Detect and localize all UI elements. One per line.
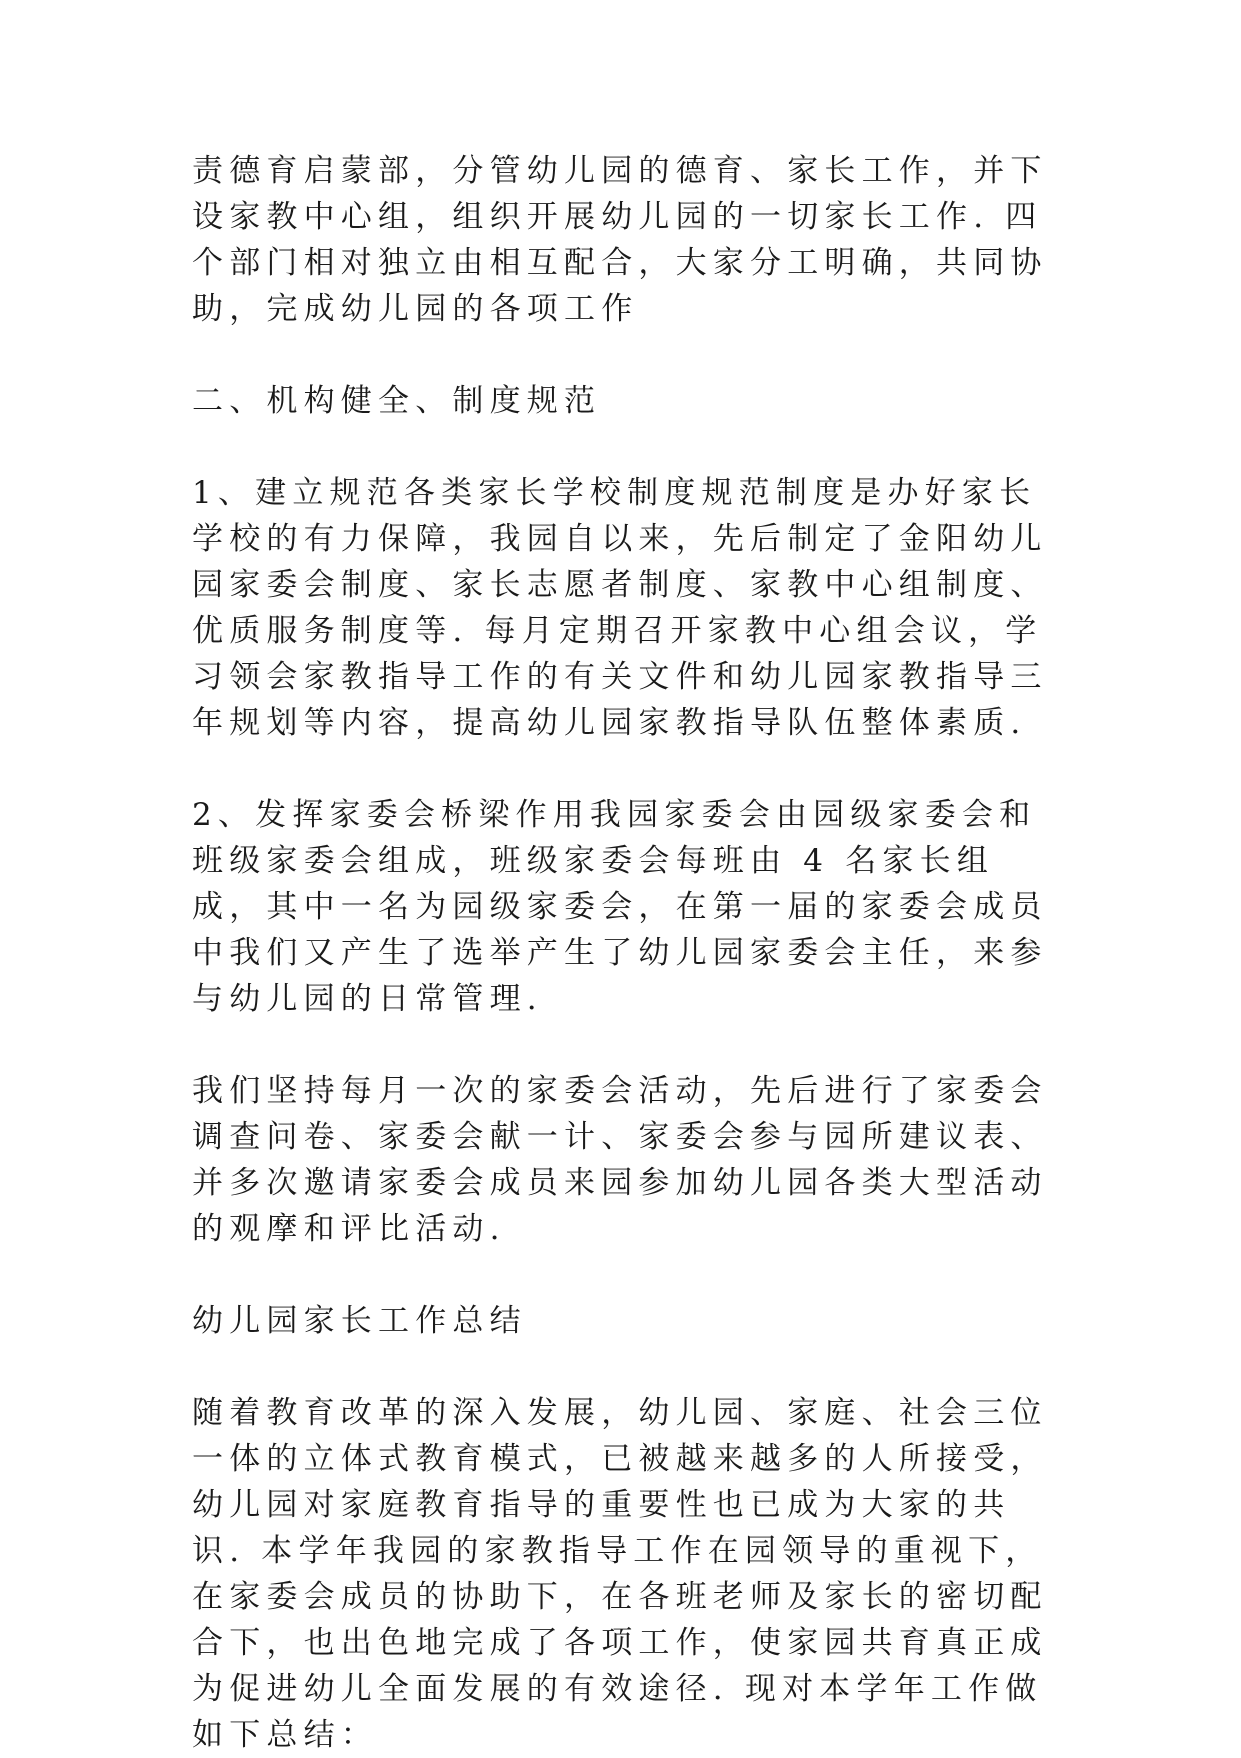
- paragraph-committee-activities: 我们坚持每月一次的家委会活动，先后进行了家委会调查问卷、家委会献一计、家委会参与园所建议表、并多次邀请家委会成员来园参加幼儿园各类大型活动的观摩和评比活动.: [192, 1073, 1048, 1247]
- paragraph-department-duties: 责德育启蒙部，分管幼儿园的德育、家长工作，并下设家教中心组，组织开展幼儿园的一切家长工作. 四个部门相对独立由相互配合，大家分工明确，共同协助，完成幼儿园的各项工作: [192, 153, 1048, 327]
- document-title-summary: 幼儿园家长工作总结: [192, 1303, 527, 1339]
- paragraph-parent-school-system: 1、建立规范各类家长学校制度规范制度是办好家长学校的有力保障，我园自以来，先后制定了金阳幼儿园家委会制度、家长志愿者制度、家教中心组制度、优质服务制度等. 每月定期召开家教中心组会议，学习领会家教指导工作的有关文件和幼儿园家教指导三年规划等内容，提高幼儿园家教指导队伍整体素质.: [192, 475, 1048, 741]
- paragraph-parent-committee: 2、发挥家委会桥梁作用我园家委会由园级家委会和班级家委会组成，班级家委会每班由 4 名家长组成，其中一名为园级家委会，在第一届的家委会成员中我们又产生了选举产生了幼儿园家委会主任，来参与幼儿园的日常管理.: [192, 797, 1048, 1017]
- paragraph-summary-intro: 随着教育改革的深入发展，幼儿园、家庭、社会三位一体的立体式教育模式，已被越来越多的人所接受，幼儿园对家庭教育指导的重要性也已成为大家的共识. 本学年我园的家教指导工作在园领导的重视下，在家委会成员的协助下，在各班老师及家长的密切配合下，也出色地完成了各项工作，使家园共育真正成为促进幼儿全面发展的有效途径. 现对本学年工作做如下总结：: [192, 1395, 1048, 1753]
- section-heading-organization: 二、机构健全、制度规范: [192, 383, 602, 419]
- document-body: [192, 148, 1052, 1758]
